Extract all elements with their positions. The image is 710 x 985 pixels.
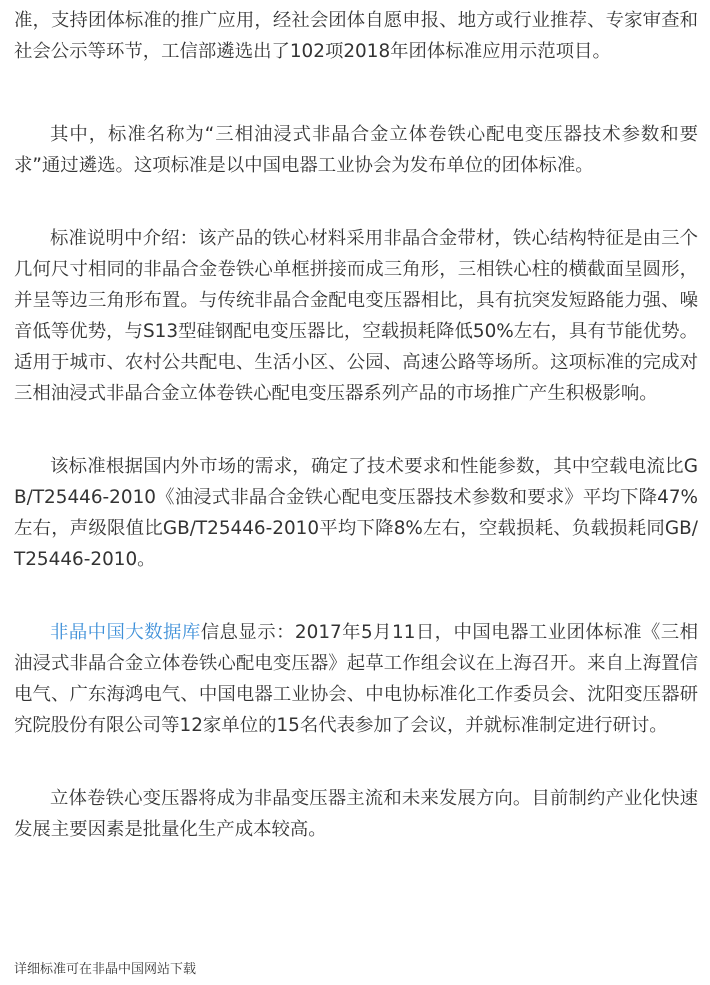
- paragraph-database-info-text: 信息显示：2017年5月11日，中国电器工业团体标准《三相油浸式非晶合金立体卷铁心配电变压器》起草工作组会议在上海召开。来自上海置信电气、广东海鸿电气、中国电器工业协会、中电协标准化工作委员会、沈阳变压器研究院股份有限公司等12家单位的15名代表参加了会议，并就标准制定进行研讨。: [14, 622, 698, 736]
- article-body: [14, 0, 698, 845]
- paragraph-standard-name: 其中，标准名称为“三相油浸式非晶合金立体卷铁心配电变压器技术参数和要求”通过遴选。这项标准是以中国电器工业协会为发布单位的团体标准。: [14, 124, 698, 176]
- paragraph-technical-parameters: 该标准根据国内外市场的需求，确定了技术要求和性能参数，其中空载电流比GB/T25446-2010《油浸式非晶合金铁心配电变压器技术参数和要求》平均下降47%左右，声级限值比GB/T25446-2010平均下降8%左右，空载损耗、负载损耗同GB/T25446-2010。: [14, 456, 698, 570]
- paragraph-demonstration-projects: 准，支持团体标准的推广应用，经社会团体自愿申报、地方或行业推荐、专家审查和社会公示等环节，工信部遴选出了102项2018年团体标准应用示范项目。: [14, 10, 698, 62]
- download-note: 详细标准可在非晶中国网站下载: [14, 962, 197, 977]
- paragraph-development-direction: 立体卷铁心变压器将成为非晶变压器主流和未来发展方向。目前制约产业化快速发展主要因素是批量化生产成本较高。: [14, 788, 698, 840]
- paragraph-standard-description: 标准说明中介绍：该产品的铁心材料采用非晶合金带材，铁心结构特征是由三个几何尺寸相同的非晶合金卷铁心单框拼接而成三角形，三相铁心柱的横截面呈圆形，并呈等边三角形布置。与传统非晶合金配电变压器相比，具有抗突发短路能力强、噪音低等优势，与S13型硅钢配电变压器比，空载损耗降低50%左右，具有节能优势。适用于城市、农村公共配电、生活小区、公园、高速公路等场所。这项标准的完成对三相油浸式非晶合金立体卷铁心配电变压器系列产品的市场推广产生积极影响。: [14, 228, 698, 404]
- database-link[interactable]: 非晶中国大数据库: [50, 622, 201, 643]
- paragraph-database-info: [14, 617, 698, 741]
